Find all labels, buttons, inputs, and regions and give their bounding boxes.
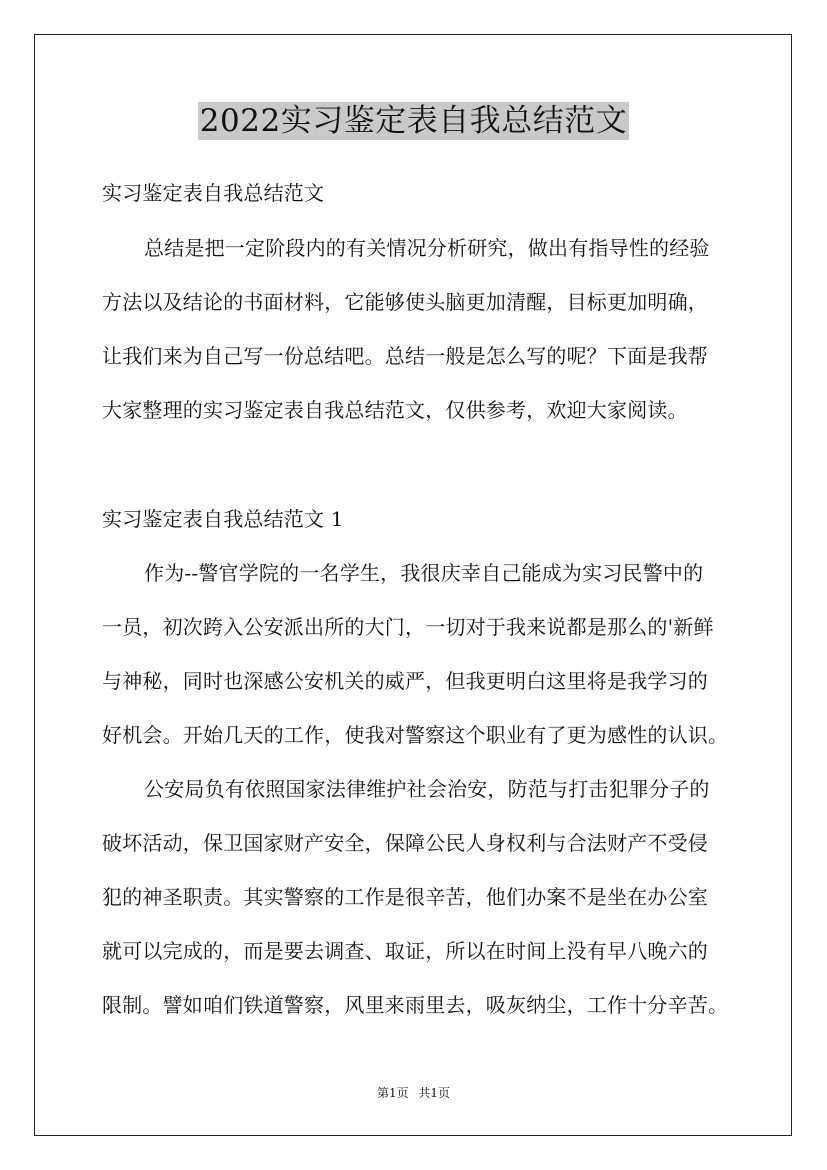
intro-line: 方法以及结论的书面材料，它能够使头脑更加清醒，目标更加明确， xyxy=(102,290,708,314)
body-line: 作为--警官学院的一名学生，我很庆幸自己能成为实习民警中的 xyxy=(144,561,704,585)
intro-line: 大家整理的实习鉴定表自我总结范文，仅供参考，欢迎大家阅读。 xyxy=(102,398,688,422)
intro-line: 总结是把一定阶段内的有关情况分析研究，做出有指导性的经验 xyxy=(144,236,710,260)
body-line: 犯的神圣职责。其实警察的工作是很辛苦，他们办案不是坐在办公室 xyxy=(102,885,708,909)
body-line: 与神秘，同时也深感公安机关的威严，但我更明白这里将是我学习的 xyxy=(102,669,708,693)
page-number: 第1页 xyxy=(376,1086,409,1100)
body-line: 一员，初次跨入公安派出所的大门，一切对于我来说都是那么的'新鲜 xyxy=(102,615,714,639)
body-line: 限制。譬如咱们铁道警察，风里来雨里去，吸灰纳尘，工作十分辛苦。 xyxy=(102,993,729,1017)
body-line: 公安局负有依照国家法律维护社会治安，防范与打击犯罪分子的 xyxy=(144,777,710,801)
section-heading: 实习鉴定表自我总结范文 1 xyxy=(102,507,344,531)
body-line: 就可以完成的，而是要去调查、取证，所以在时间上没有早八晚六的 xyxy=(102,939,708,963)
body-line: 破坏活动，保卫国家财产安全，保障公民人身权利与合法财产不受侵 xyxy=(102,831,708,855)
document-title: 2022实习鉴定表自我总结范文 xyxy=(199,103,628,139)
intro-line: 让我们来为自己写一份总结吧。总结一般是怎么写的呢？下面是我帮 xyxy=(102,344,708,368)
body-line: 好机会。开始几天的工作，使我对警察这个职业有了更为感性的认识。 xyxy=(102,723,729,747)
total-pages: 共1页 xyxy=(418,1086,451,1100)
title-container xyxy=(0,102,827,140)
document-subtitle: 实习鉴定表自我总结范文 xyxy=(102,181,325,205)
page-footer xyxy=(0,1086,827,1100)
